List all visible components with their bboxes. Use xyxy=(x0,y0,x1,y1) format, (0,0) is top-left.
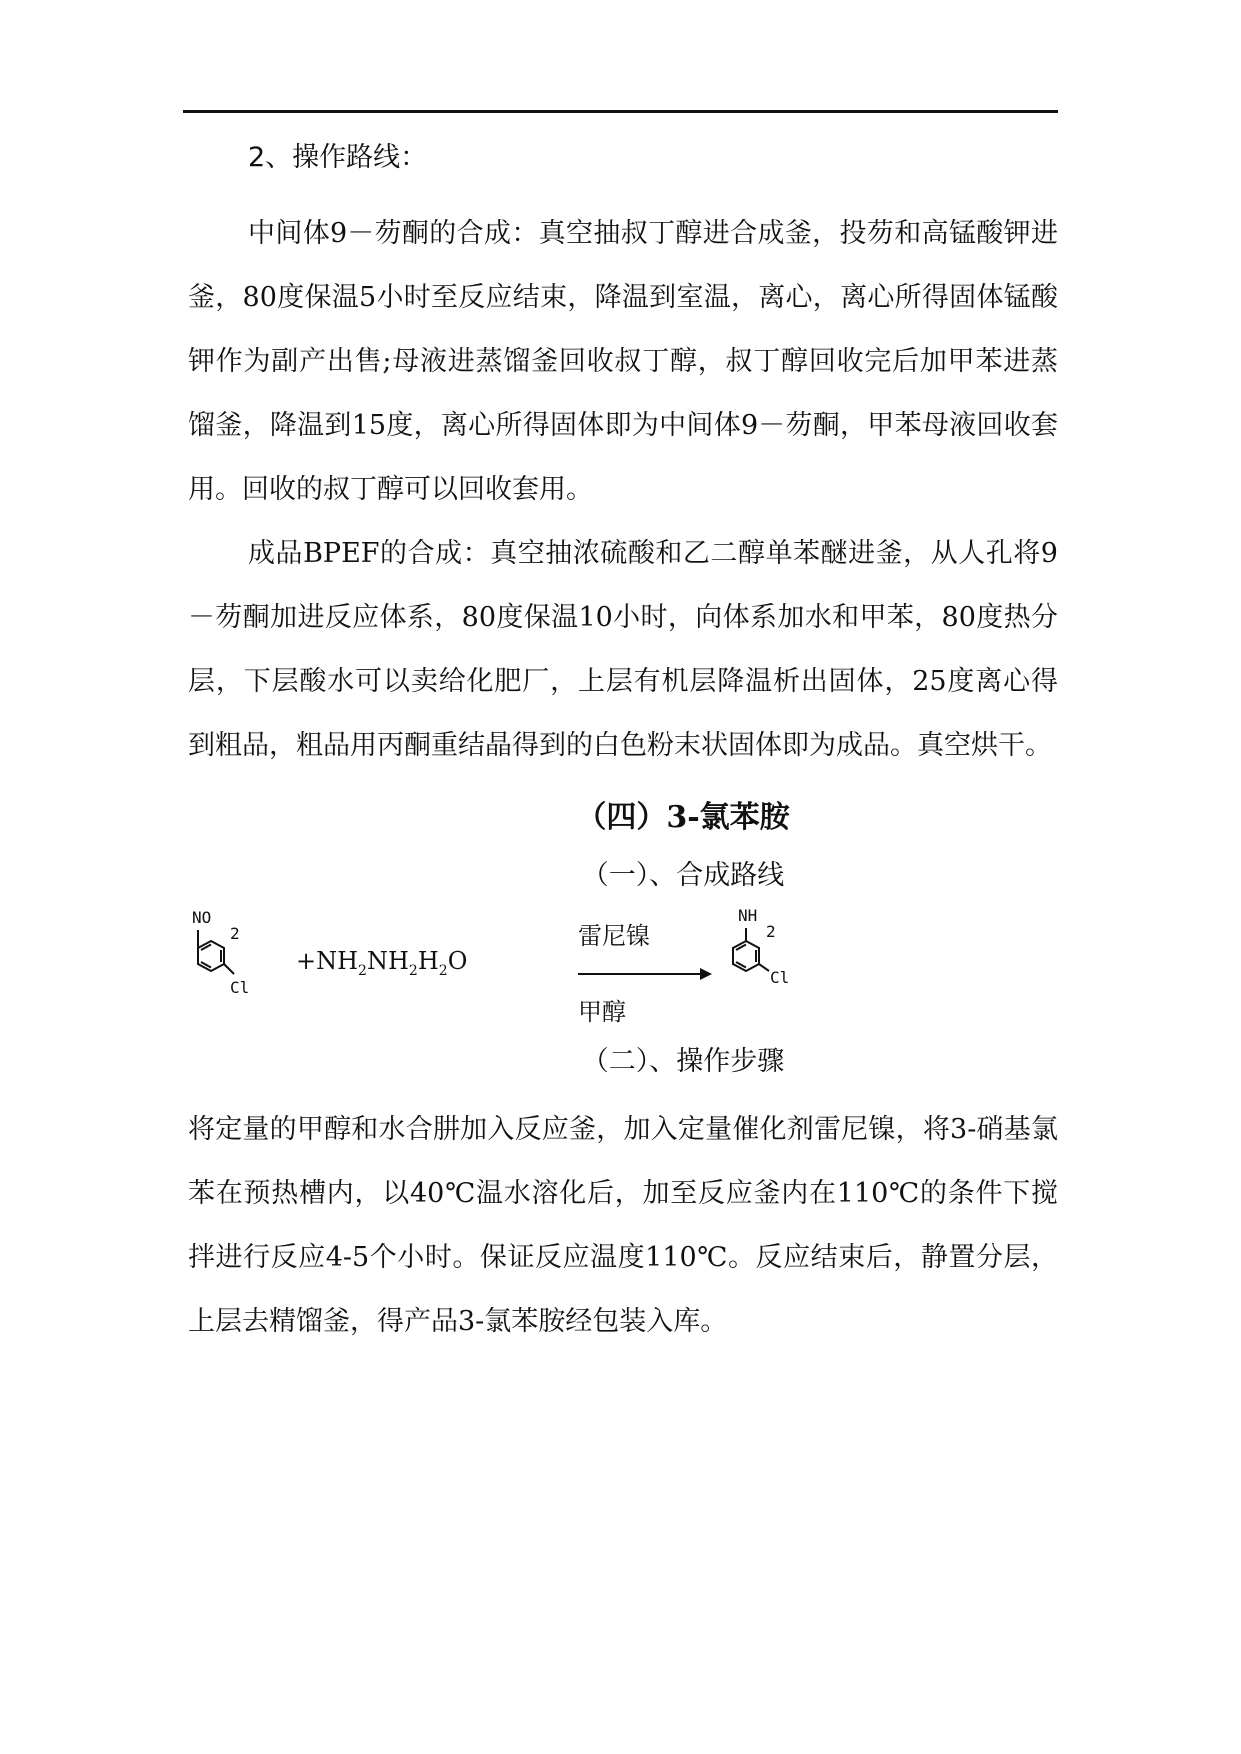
steps-title: （二）、操作步骤 xyxy=(581,1046,785,1077)
product-benzene-ring xyxy=(733,928,769,971)
reagent-part: O xyxy=(447,947,468,975)
reagent-subscript: 2 xyxy=(408,962,418,979)
reaction-arrow xyxy=(578,968,712,980)
hydrazine-reagent xyxy=(296,946,467,986)
steps-paragraph: 将定量的甲醇和水合肼加入反应釜，加入定量催化剂雷尼镍，将3-硝基氯苯在预热槽内，以40℃温水溶化后，加至反应釜内在110℃的条件下搅拌进行反应4-5个小时。保证反应温度110℃。反应结束后，静置分层，上层去精馏釜，得产品3-氯苯胺经包装入库。 xyxy=(188,1114,1058,1337)
page-content xyxy=(188,138,1058,1354)
product-amino-label: NH xyxy=(738,906,758,925)
reagent-part: +NH xyxy=(296,947,359,975)
bpef-paragraph: 成品BPEF的合成：真空抽浓硫酸和乙二醇单苯醚进釜，从人孔将9－芴酮加进反应体系，80度保温10小时，向体系加水和甲苯，80度热分层，下层酸水可以卖给化肥厂，上层有机层降温析出固体，25度离心得到粗品，粗品用丙酮重结晶得到的白色粉末状固体即为成品。真空烘干。 xyxy=(188,538,1058,761)
section-title: （四）3-氯苯胺 xyxy=(576,800,790,835)
fluorenone-paragraph: 中间体9－芴酮的合成：真空抽叔丁醇进合成釜，投芴和高锰酸钾进釜，80度保温5小时至反应结束，降温到室温，离心，离心所得固体锰酸钾作为副产出售;母液进蒸馏釜回收叔丁醇，叔丁醇回收完后加甲苯进蒸馏釜，降温到15度，离心所得固体即为中间体9－芴酮，甲苯母液回收套用。回收的叔丁醇可以回收套用。 xyxy=(188,218,1058,505)
reactant-nitro-subscript: 2 xyxy=(230,924,240,943)
reagent-part: H xyxy=(417,947,439,975)
reagent-subscript: 2 xyxy=(438,962,448,979)
header-rule xyxy=(183,110,1058,113)
catalyst-condition: 雷尼镍 xyxy=(578,922,650,950)
route-title: （一）、合成路线 xyxy=(581,860,785,891)
solvent-condition: 甲醇 xyxy=(578,998,626,1026)
reactant-benzene-ring xyxy=(198,930,234,974)
operation-route-label: 2、操作路线： xyxy=(248,142,428,173)
reaction-scheme xyxy=(188,906,1058,1036)
reagent-part: NH xyxy=(366,947,409,975)
product-amino-subscript: 2 xyxy=(766,922,776,941)
product-chloro-label: Cl xyxy=(770,968,790,987)
reactant-nitro-label: NO xyxy=(192,908,212,927)
reactant-chloro-label: Cl xyxy=(230,978,250,997)
reagent-subscript: 2 xyxy=(358,962,367,979)
